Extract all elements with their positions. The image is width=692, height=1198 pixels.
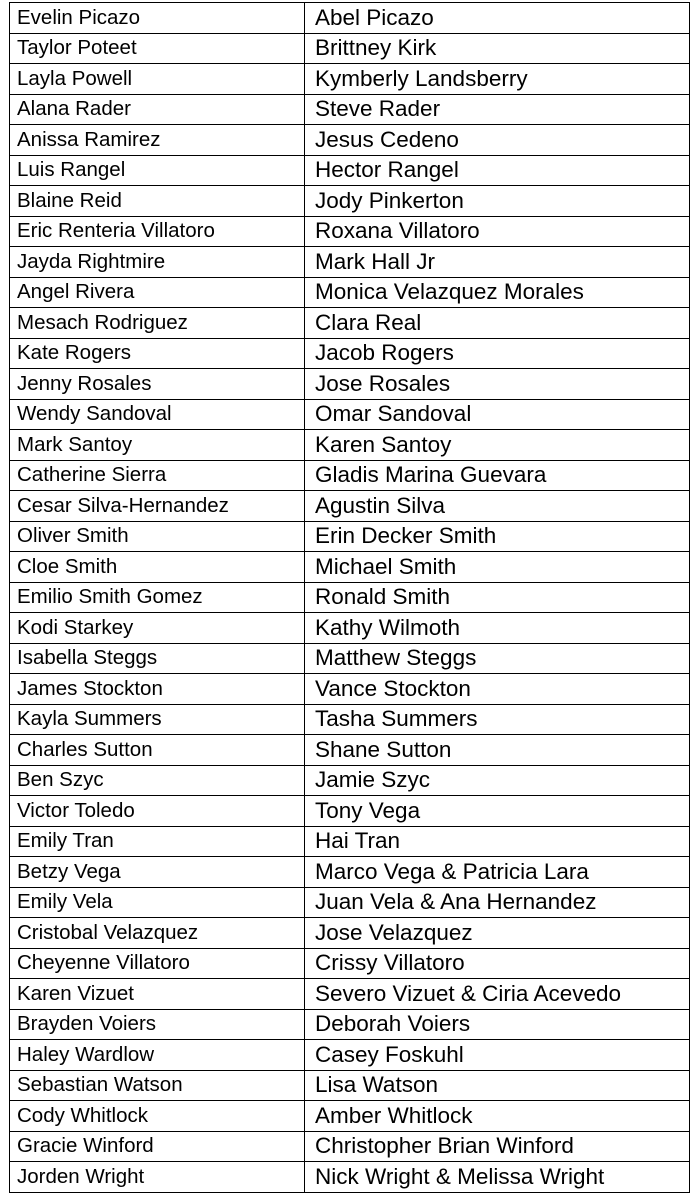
student-name-cell: Sebastian Watson	[10, 1070, 305, 1101]
table-row	[10, 765, 690, 796]
table-row	[10, 552, 690, 583]
guardian-name-cell: Karen Santoy	[305, 430, 690, 461]
guardian-name-cell: Christopher Brian Winford	[305, 1131, 690, 1162]
table-row	[10, 3, 690, 34]
guardian-name-cell: Hai Tran	[305, 826, 690, 857]
student-name-cell: Emily Vela	[10, 887, 305, 918]
guardian-name-cell: Matthew Steggs	[305, 643, 690, 674]
student-name-cell: Ben Szyc	[10, 765, 305, 796]
table-row	[10, 613, 690, 644]
student-name-cell: Layla Powell	[10, 64, 305, 95]
table-row	[10, 1131, 690, 1162]
table-row	[10, 1040, 690, 1071]
student-name-cell: Cloe Smith	[10, 552, 305, 583]
table-row	[10, 918, 690, 949]
table-row	[10, 826, 690, 857]
table-row	[10, 1070, 690, 1101]
student-name-cell: Betzy Vega	[10, 857, 305, 888]
guardian-name-cell: Kymberly Landsberry	[305, 64, 690, 95]
guardian-name-cell: Omar Sandoval	[305, 399, 690, 430]
table-row	[10, 94, 690, 125]
guardian-name-cell: Monica Velazquez Morales	[305, 277, 690, 308]
guardian-name-cell: Michael Smith	[305, 552, 690, 583]
guardian-name-cell: Brittney Kirk	[305, 33, 690, 64]
guardian-name-cell: Jacob Rogers	[305, 338, 690, 369]
guardian-name-cell: Gladis Marina Guevara	[305, 460, 690, 491]
guardian-name-cell: Abel Picazo	[305, 3, 690, 34]
table-row	[10, 186, 690, 217]
table-row	[10, 155, 690, 186]
table-row	[10, 491, 690, 522]
guardian-name-cell: Jamie Szyc	[305, 765, 690, 796]
table-row	[10, 979, 690, 1010]
guardian-name-cell: Steve Rader	[305, 94, 690, 125]
table-row	[10, 887, 690, 918]
student-name-cell: Kodi Starkey	[10, 613, 305, 644]
student-name-cell: Angel Rivera	[10, 277, 305, 308]
table-row	[10, 430, 690, 461]
guardian-name-cell: Tasha Summers	[305, 704, 690, 735]
guardian-name-cell: Jesus Cedeno	[305, 125, 690, 156]
table-row	[10, 643, 690, 674]
student-name-cell: Wendy Sandoval	[10, 399, 305, 430]
student-name-cell: Isabella Steggs	[10, 643, 305, 674]
table-row	[10, 338, 690, 369]
guardian-name-cell: Nick Wright & Melissa Wright	[305, 1162, 690, 1193]
table-row	[10, 277, 690, 308]
table-row	[10, 735, 690, 766]
guardian-name-cell: Hector Rangel	[305, 155, 690, 186]
student-name-cell: Charles Sutton	[10, 735, 305, 766]
table-row	[10, 64, 690, 95]
guardian-name-cell: Roxana Villatoro	[305, 216, 690, 247]
student-name-cell: Kayla Summers	[10, 704, 305, 735]
guardian-name-cell: Kathy Wilmoth	[305, 613, 690, 644]
guardian-name-cell: Lisa Watson	[305, 1070, 690, 1101]
student-name-cell: Jenny Rosales	[10, 369, 305, 400]
table-row	[10, 247, 690, 278]
guardian-name-cell: Marco Vega & Patricia Lara	[305, 857, 690, 888]
guardian-name-cell: Vance Stockton	[305, 674, 690, 705]
table-row	[10, 704, 690, 735]
guardian-name-cell: Clara Real	[305, 308, 690, 339]
student-name-cell: Emily Tran	[10, 826, 305, 857]
table-row	[10, 460, 690, 491]
student-name-cell: Oliver Smith	[10, 521, 305, 552]
student-name-cell: Cristobal Velazquez	[10, 918, 305, 949]
student-name-cell: Kate Rogers	[10, 338, 305, 369]
student-name-cell: Cody Whitlock	[10, 1101, 305, 1132]
guardian-name-cell: Casey Foskuhl	[305, 1040, 690, 1071]
guardian-name-cell: Juan Vela & Ana Hernandez	[305, 887, 690, 918]
student-name-cell: Gracie Winford	[10, 1131, 305, 1162]
student-name-cell: Taylor Poteet	[10, 33, 305, 64]
table-row	[10, 521, 690, 552]
guardian-name-cell: Shane Sutton	[305, 735, 690, 766]
student-name-cell: Eric Renteria Villatoro	[10, 216, 305, 247]
table-row	[10, 948, 690, 979]
student-name-cell: Haley Wardlow	[10, 1040, 305, 1071]
table-row	[10, 369, 690, 400]
table-row	[10, 1162, 690, 1193]
student-name-cell: Karen Vizuet	[10, 979, 305, 1010]
guardian-name-cell: Tony Vega	[305, 796, 690, 827]
names-table-body	[10, 3, 690, 1193]
student-name-cell: Victor Toledo	[10, 796, 305, 827]
table-row	[10, 125, 690, 156]
student-name-cell: Blaine Reid	[10, 186, 305, 217]
student-name-cell: Brayden Voiers	[10, 1009, 305, 1040]
guardian-name-cell: Amber Whitlock	[305, 1101, 690, 1132]
table-row	[10, 796, 690, 827]
table-row	[10, 308, 690, 339]
guardian-name-cell: Deborah Voiers	[305, 1009, 690, 1040]
guardian-name-cell: Agustin Silva	[305, 491, 690, 522]
student-name-cell: Anissa Ramirez	[10, 125, 305, 156]
table-row	[10, 1101, 690, 1132]
table-row	[10, 582, 690, 613]
table-row	[10, 33, 690, 64]
guardian-name-cell: Mark Hall Jr	[305, 247, 690, 278]
table-row	[10, 399, 690, 430]
student-name-cell: Mesach Rodriguez	[10, 308, 305, 339]
guardian-name-cell: Ronald Smith	[305, 582, 690, 613]
student-name-cell: Catherine Sierra	[10, 460, 305, 491]
student-name-cell: Mark Santoy	[10, 430, 305, 461]
guardian-name-cell: Erin Decker Smith	[305, 521, 690, 552]
student-name-cell: James Stockton	[10, 674, 305, 705]
student-name-cell: Cesar Silva-Hernandez	[10, 491, 305, 522]
table-row	[10, 674, 690, 705]
student-name-cell: Emilio Smith Gomez	[10, 582, 305, 613]
guardian-name-cell: Jody Pinkerton	[305, 186, 690, 217]
table-row	[10, 216, 690, 247]
student-name-cell: Luis Rangel	[10, 155, 305, 186]
names-table	[9, 2, 690, 1193]
table-row	[10, 857, 690, 888]
guardian-name-cell: Crissy Villatoro	[305, 948, 690, 979]
student-name-cell: Evelin Picazo	[10, 3, 305, 34]
student-name-cell: Jayda Rightmire	[10, 247, 305, 278]
student-name-cell: Alana Rader	[10, 94, 305, 125]
student-name-cell: Jorden Wright	[10, 1162, 305, 1193]
student-name-cell: Cheyenne Villatoro	[10, 948, 305, 979]
guardian-name-cell: Jose Velazquez	[305, 918, 690, 949]
guardian-name-cell: Jose Rosales	[305, 369, 690, 400]
table-row	[10, 1009, 690, 1040]
guardian-name-cell: Severo Vizuet & Ciria Acevedo	[305, 979, 690, 1010]
